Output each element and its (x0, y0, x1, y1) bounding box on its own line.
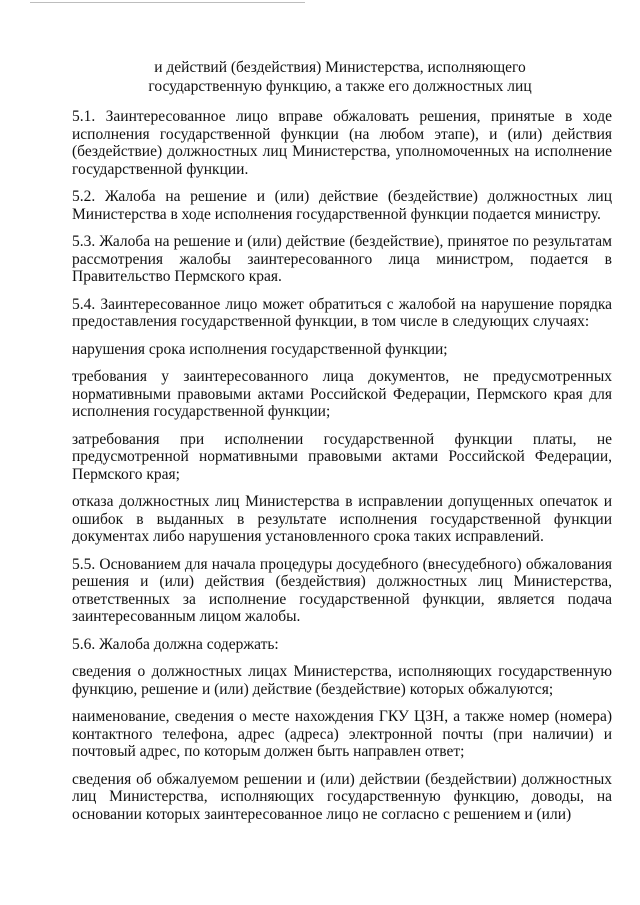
list-item-official-info: сведения о должностных лицах Министерства, исполняющих государственную функцию, решение и (или) действие (бездействие) которых обжалуются; (72, 663, 612, 698)
list-item-term-violation: нарушения срока исполнения государственной функции; (72, 340, 448, 358)
list-item-decision-info: сведения об обжалуемом решении и (или) действии (бездействии) должностных лиц Министерства, исполняющих государственную функцию, доводы, на основании которых заинтересованное лицо не согласно с решением и (или) (72, 770, 612, 823)
paragraph-5-2: 5.2. Жалоба на решение и (или) действие (бездействие) должностных лиц Министерства в ходе исполнения государственной функции подается министру. (72, 188, 612, 223)
section-heading (70, 58, 610, 96)
heading-line-2: государственную функцию, а также его должностных лиц (148, 78, 532, 95)
paragraph-5-5: 5.5. Основанием для начала процедуры досудебного (внесудебного) обжалования решения и (или) действия (бездействия) должностных лиц Министерства, ответственных за исполнение государственной функции, является подача заинтересованным лицом жалобы. (72, 555, 612, 625)
paragraph-5-1: 5.1. Заинтересованное лицо вправе обжаловать решения, принятые в ходе исполнения государственной функции (на любом этапе), и (или) действия (бездействие) должностных лиц Министерства, уполномоченных на исполнение государственной функции. (72, 108, 612, 178)
list-item-correction-refusal: отказа должностных лиц Министерства в исправлении допущенных опечаток и ошибок в выданных в результате исполнения государственной функции документах либо нарушения установленного срока таких исправлений. (72, 493, 612, 545)
list-item-contact-info: наименование, сведения о месте нахождения ГКУ ЦЗН, а также номер (номера) контактного телефона, адрес (адреса) электронной почты (при наличии) и почтовый адрес, по которым должен быть направлен ответ; (72, 708, 612, 760)
paragraph-5-3: 5.3. Жалоба на решение и (или) действие (бездействие), принятое по результатам рассмотрения жалобы заинтересованного лица министром, подается в Правительство Пермского края. (72, 233, 612, 285)
heading-line-1: и действий (бездействия) Министерства, исполняющего (154, 59, 526, 76)
paragraph-5-6: 5.6. Жалоба должна содержать: (72, 635, 279, 653)
top-rule (30, 2, 305, 3)
document-body (72, 108, 612, 833)
list-item-fee-request: затребования при исполнении государственной функции платы, не предусмотренной нормативными правовыми актами Российской Федерации, Пермского края; (72, 430, 612, 483)
paragraph-5-4: 5.4. Заинтересованное лицо может обратиться с жалобой на нарушение порядка предоставления государственной функции, в том числе в следующих случаях: (72, 295, 612, 330)
list-item-document-requirement: требования у заинтересованного лица документов, не предусмотренных нормативными правовыми актами Российской Федерации, Пермского края для исполнения государственной функции; (72, 368, 612, 420)
